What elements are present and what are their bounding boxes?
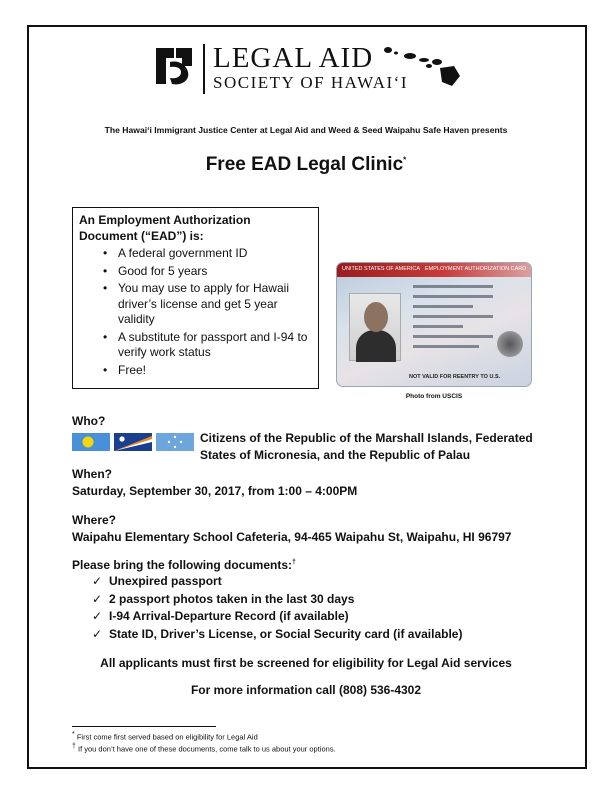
card-portrait bbox=[349, 293, 401, 361]
card-header-band bbox=[337, 263, 531, 277]
card-notice: NOT VALID FOR REENTRY TO U.S. bbox=[409, 374, 501, 380]
documents-footnote-mark: † bbox=[292, 559, 296, 566]
list-item: • A federal government ID bbox=[79, 246, 312, 262]
ead-card-image bbox=[336, 262, 532, 387]
list-item: • Free! bbox=[79, 363, 312, 379]
ead-heading: An Employment Authorization Document (“EAD”) is: bbox=[79, 213, 251, 243]
card-header-right: EMPLOYMENT AUTHORIZATION CARD bbox=[425, 266, 527, 272]
flag-group bbox=[72, 433, 194, 451]
marshall-islands-flag-icon bbox=[114, 433, 152, 451]
list-item: • A substitute for passport and I-94 to verify work status bbox=[79, 330, 312, 361]
presents-line: The Hawai‘i Immigrant Justice Center at Legal Aid and Weed & Seed Waipahu Safe Haven presents bbox=[104, 125, 508, 135]
footnote-first: * First come first served based on eligibility for Legal Aid bbox=[72, 731, 258, 742]
list-item: • You may use to apply for Hawaii driver’s license and get 5 year validity bbox=[79, 281, 312, 328]
image-caption: Photo from USCIS bbox=[405, 393, 463, 400]
who-label: Who? bbox=[72, 414, 106, 428]
list-item: ✓ 2 passport photos taken in the last 30 days bbox=[92, 591, 462, 609]
list-item: • Good for 5 years bbox=[79, 264, 312, 280]
palau-flag-icon bbox=[72, 433, 110, 451]
where-label: Where? bbox=[72, 513, 117, 527]
footnote-divider bbox=[72, 726, 216, 727]
card-hologram bbox=[497, 331, 523, 357]
ead-info-box bbox=[72, 207, 319, 389]
page-title: Free EAD Legal Clinic* bbox=[205, 154, 407, 175]
footnote-second: † If you don’t have one of these documents, come talk to us about your options. bbox=[72, 743, 336, 754]
title-footnote-mark: * bbox=[403, 155, 407, 165]
documents-label: Please bring the following documents:† bbox=[72, 558, 296, 572]
card-text-lines bbox=[413, 285, 493, 355]
legal-aid-logo-icon bbox=[152, 44, 196, 88]
list-item: ✓ I-94 Arrival-Departure Record (if available) bbox=[92, 608, 462, 626]
screening-notice: All applicants must first be screened for eligibility for Legal Aid services bbox=[100, 656, 512, 670]
list-item: ✓ Unexpired passport bbox=[92, 573, 462, 591]
logo-divider bbox=[203, 44, 205, 94]
documents-list bbox=[92, 573, 462, 643]
who-text: Citizens of the Republic of the Marshall Islands, Federated States of Micronesia, and the Republic of Palau bbox=[200, 431, 533, 462]
logo-subtitle: SOCIETY OF HAWAI‘I bbox=[213, 73, 408, 92]
where-text: Waipahu Elementary School Cafeteria, 94-465 Waipahu St, Waipahu, HI 96797 bbox=[72, 530, 512, 544]
card-header-left: UNITED STATES OF AMERICA bbox=[342, 266, 421, 272]
micronesia-flag-icon bbox=[156, 433, 194, 451]
contact-line: For more information call (808) 536-4302 bbox=[190, 683, 422, 697]
logo-title: LEGAL AID bbox=[213, 42, 374, 74]
list-item: ✓ State ID, Driver’s License, or Social Security card (if available) bbox=[92, 626, 462, 644]
when-label: When? bbox=[72, 467, 112, 481]
ead-list bbox=[79, 246, 312, 378]
hawaiian-islands-icon bbox=[380, 44, 462, 88]
when-text: Saturday, September 30, 2017, from 1:00 – 4:00PM bbox=[72, 484, 358, 498]
